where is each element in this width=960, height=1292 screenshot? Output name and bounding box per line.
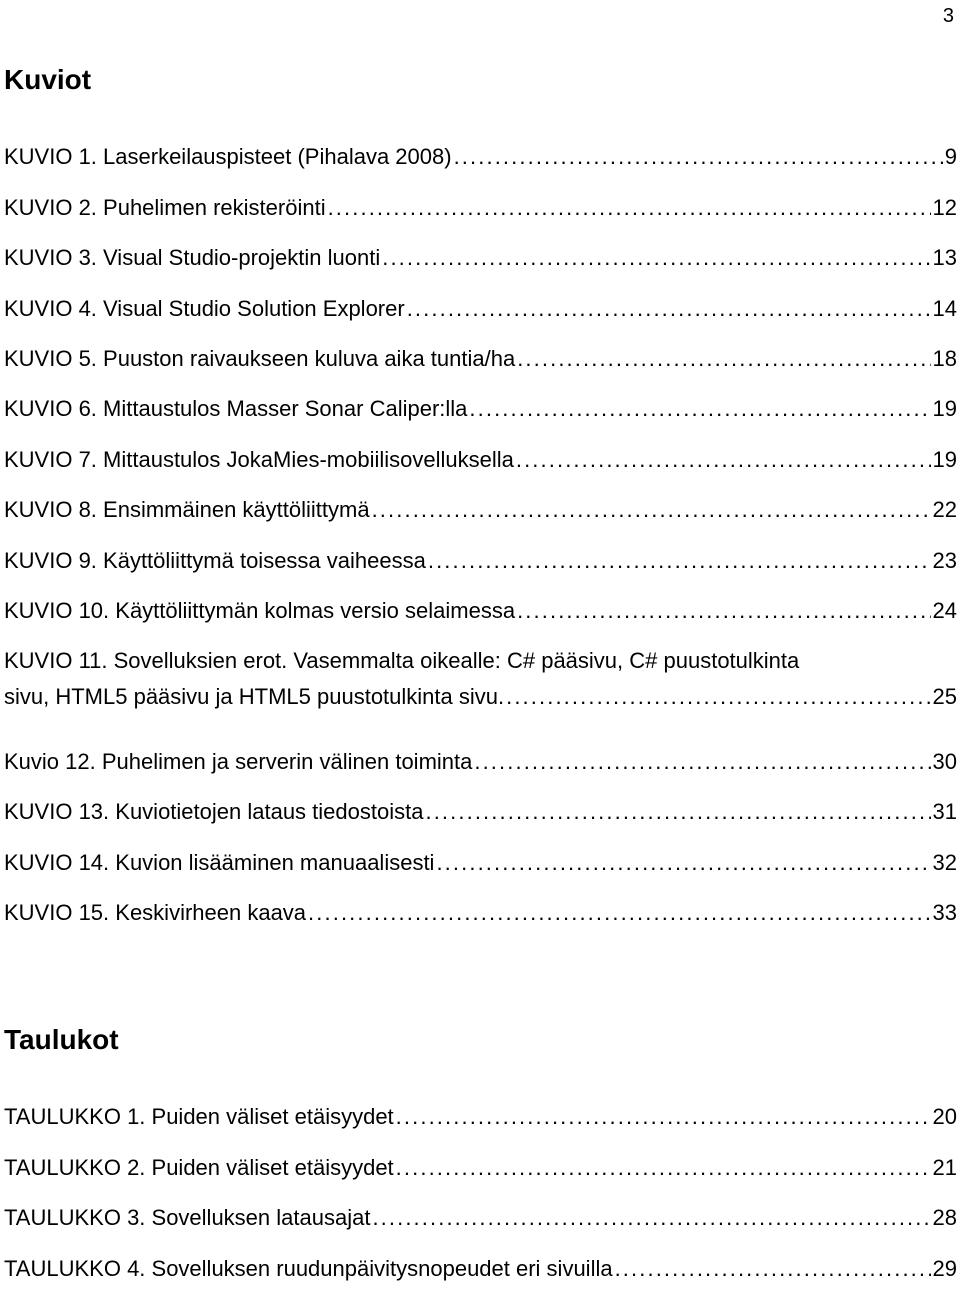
dot-leader (506, 684, 930, 710)
toc-entry-line2 (4, 684, 957, 710)
dot-leader (469, 396, 930, 422)
dot-leader (516, 447, 931, 473)
toc-entry-page: 29 (932, 1255, 957, 1281)
toc-entry-figure-11[interactable] (4, 634, 957, 735)
toc-entry-table-3[interactable] (4, 1191, 957, 1241)
dot-leader (425, 799, 930, 825)
toc-entry-figure-9[interactable] (4, 533, 957, 583)
toc-entry-page: 30 (932, 749, 957, 775)
tables-list (4, 1090, 957, 1292)
figures-heading: Kuviot (4, 64, 92, 95)
toc-entry-figure-6[interactable] (4, 382, 957, 432)
toc-entry-page: 23 (932, 547, 957, 573)
toc-entry-label: KUVIO 1. Laserkeilauspisteet (Pihalava 2008) (4, 144, 452, 170)
dot-leader (372, 497, 931, 523)
dot-leader (308, 900, 930, 926)
dot-leader (396, 1155, 931, 1181)
toc-entry-page: 19 (932, 396, 957, 422)
dot-leader (474, 749, 930, 775)
dot-leader (382, 245, 930, 271)
toc-entry-label: KUVIO 13. Kuviotietojen lataus tiedostoista (4, 799, 424, 825)
toc-entry-figure-13[interactable] (4, 785, 957, 835)
toc-entry-page: 18 (932, 345, 957, 371)
toc-entry-page: 24 (932, 597, 957, 623)
toc-entry-label-line1: KUVIO 11. Sovelluksien erot. Vasemmalta oikealle: C# pääsivu, C# puustotulkinta (4, 647, 800, 673)
toc-entry-page: 12 (932, 194, 957, 220)
dot-leader (615, 1256, 931, 1282)
dot-leader (372, 1205, 930, 1231)
toc-entry-label: KUVIO 8. Ensimmäinen käyttöliittymä (4, 497, 370, 523)
toc-entry-label: TAULUKKO 1. Puiden väliset etäisyydet (4, 1104, 394, 1130)
toc-entry-page: 13 (932, 245, 957, 271)
dot-leader (517, 346, 930, 372)
dot-leader (517, 598, 930, 624)
toc-entry-table-4[interactable] (4, 1241, 957, 1291)
dot-leader (328, 195, 931, 221)
toc-entry-label: KUVIO 4. Visual Studio Solution Explorer (4, 295, 405, 321)
toc-entry-figure-10[interactable] (4, 584, 957, 634)
toc-entry-figure-1[interactable] (4, 130, 957, 180)
toc-entry-label: KUVIO 7. Mittaustulos JokaMies-mobiilisovelluksella (4, 446, 514, 472)
toc-entry-figure-8[interactable] (4, 483, 957, 533)
toc-entry-figure-12[interactable] (4, 735, 957, 785)
toc-entry-label: KUVIO 6. Mittaustulos Masser Sonar Caliper:lla (4, 396, 468, 422)
toc-entry-label: KUVIO 10. Käyttöliittymän kolmas versio selaimessa (4, 597, 516, 623)
toc-entry-page: 31 (932, 799, 957, 825)
toc-entry-page: 21 (932, 1154, 957, 1180)
toc-entry-figure-7[interactable] (4, 432, 957, 482)
figures-list (4, 130, 957, 936)
dot-leader (428, 548, 931, 574)
toc-entry-label: KUVIO 2. Puhelimen rekisteröinti (4, 194, 326, 220)
toc-entry-label: Kuvio 12. Puhelimen ja serverin välinen toiminta (4, 749, 473, 775)
dot-leader (454, 144, 943, 170)
toc-entry-figure-5[interactable] (4, 332, 957, 382)
toc-entry-label: TAULUKKO 2. Puiden väliset etäisyydet (4, 1154, 394, 1180)
toc-entry-figure-15[interactable] (4, 886, 957, 936)
toc-entry-figure-4[interactable] (4, 281, 957, 331)
toc-entry-page: 32 (932, 849, 957, 875)
toc-entry-label: KUVIO 3. Visual Studio-projektin luonti (4, 245, 381, 271)
toc-entry-label: KUVIO 15. Keskivirheen kaava (4, 900, 307, 926)
toc-entry-page: 20 (932, 1104, 957, 1130)
toc-entry-label: KUVIO 9. Käyttöliittymä toisessa vaiheessa (4, 547, 426, 573)
toc-entry-table-2[interactable] (4, 1140, 957, 1190)
toc-entry-page: 14 (932, 295, 957, 321)
toc-entry-figure-14[interactable] (4, 835, 957, 885)
toc-entry-figure-3[interactable] (4, 231, 957, 281)
toc-entry-page: 28 (932, 1205, 957, 1231)
toc-entry-page: 25 (932, 684, 957, 710)
dot-leader (407, 296, 931, 322)
toc-entry-label: KUVIO 14. Kuvion lisääminen manuaalisesti (4, 849, 435, 875)
page-number: 3 (942, 5, 954, 27)
dot-leader (396, 1104, 931, 1130)
toc-entry-label: KUVIO 5. Puuston raivaukseen kuluva aika tuntia/ha (4, 345, 516, 371)
toc-entry-page: 22 (932, 497, 957, 523)
toc-entry-label-line2: sivu, HTML5 pääsivu ja HTML5 puustotulkinta sivu. (4, 684, 505, 710)
toc-entry-page: 33 (932, 900, 957, 926)
toc-entry-page: 9 (944, 144, 957, 170)
toc-entry-figure-2[interactable] (4, 180, 957, 230)
toc-entry-label: TAULUKKO 3. Sovelluksen latausajat (4, 1205, 371, 1231)
dot-leader (436, 850, 930, 876)
toc-entry-table-1[interactable] (4, 1090, 957, 1140)
tables-heading: Taulukot (4, 1024, 119, 1055)
toc-entry-label: TAULUKKO 4. Sovelluksen ruudunpäivitysnopeudet eri sivuilla (4, 1255, 613, 1281)
toc-entry-page: 19 (932, 446, 957, 472)
